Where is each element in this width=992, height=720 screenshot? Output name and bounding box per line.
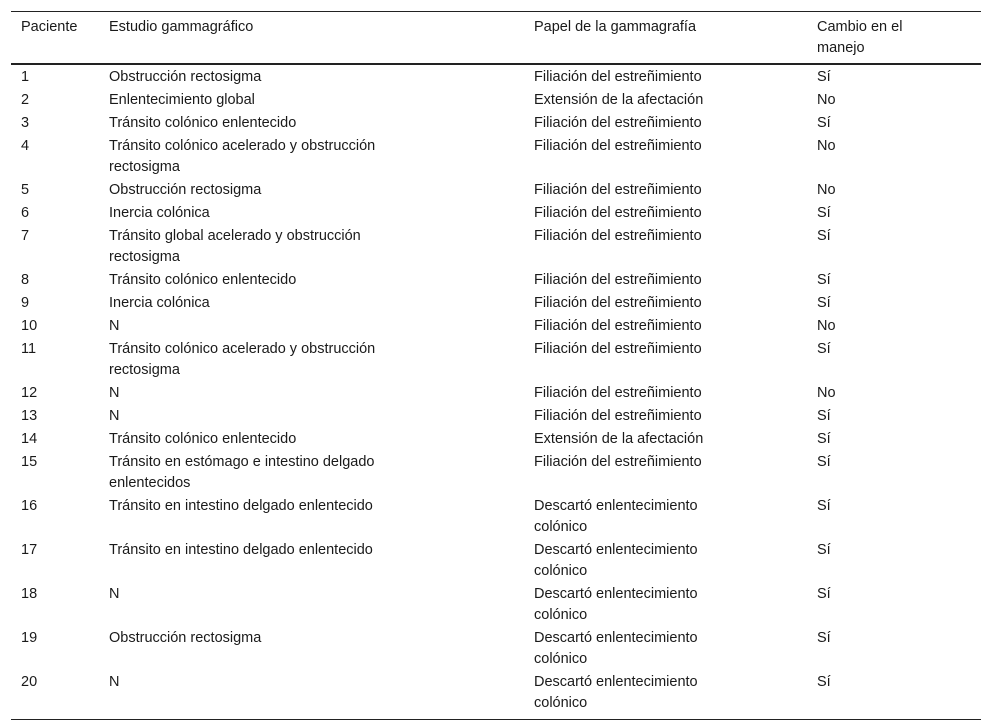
table-row [11, 226, 981, 270]
cell-patient: 10 [21, 318, 38, 334]
cell-study: Enlentecimiento global [109, 92, 255, 108]
table-row [11, 316, 981, 339]
cell-change: Sí [817, 295, 831, 311]
cell-change: No [817, 385, 836, 401]
cell-study: Tránsito en intestino delgado enlentecido [109, 498, 373, 514]
cell-change: Sí [817, 586, 831, 602]
table-row [11, 584, 981, 628]
cell-role: Filiación del estreñimiento [534, 182, 702, 198]
cell-study: Inercia colónica [109, 205, 210, 221]
table-row [11, 496, 981, 540]
cell-patient: 9 [21, 295, 30, 311]
cell-study: N [109, 385, 120, 401]
cell-study: Tránsito colónico enlentecido [109, 272, 297, 288]
cell-role: Descartó enlentecimiento colónico [534, 674, 698, 711]
cell-study: Obstrucción rectosigma [109, 182, 262, 198]
cell-study: Tránsito colónico acelerado y obstrucción rectosigma [109, 341, 376, 378]
cell-study: Tránsito colónico enlentecido [109, 115, 297, 131]
table-row [11, 540, 981, 584]
table-row [11, 452, 981, 496]
cell-role: Filiación del estreñimiento [534, 318, 702, 334]
cell-change: No [817, 318, 836, 334]
table-row [11, 64, 981, 90]
cell-patient: 4 [21, 138, 30, 154]
cell-patient: 17 [21, 542, 38, 558]
cell-patient: 14 [21, 431, 38, 447]
cell-patient: 18 [21, 586, 38, 602]
cell-change: Sí [817, 69, 831, 85]
cell-study: N [109, 408, 120, 424]
cell-change: Sí [817, 498, 831, 514]
cell-change: Sí [817, 674, 831, 690]
cell-role: Filiación del estreñimiento [534, 115, 702, 131]
table-row [11, 406, 981, 429]
cell-study: Obstrucción rectosigma [109, 630, 262, 646]
table-row [11, 90, 981, 113]
cell-role: Extensión de la afectación [534, 92, 704, 108]
cell-role: Filiación del estreñimiento [534, 272, 702, 288]
header-change: Cambio en el manejo [807, 12, 981, 64]
cell-role: Descartó enlentecimiento colónico [534, 542, 698, 579]
table-row [11, 113, 981, 136]
cell-role: Filiación del estreñimiento [534, 341, 702, 357]
table-row [11, 383, 981, 406]
table-row [11, 180, 981, 203]
cell-change: No [817, 92, 836, 108]
cell-study: Tránsito colónico acelerado y obstrucción rectosigma [109, 138, 376, 175]
cell-change: No [817, 138, 836, 154]
table-header [11, 12, 981, 64]
cell-study: N [109, 674, 120, 690]
cell-study: Inercia colónica [109, 295, 210, 311]
cell-patient: 3 [21, 115, 30, 131]
cell-role: Descartó enlentecimiento colónico [534, 630, 698, 667]
table-row [11, 429, 981, 452]
cell-study: Tránsito en estómago e intestino delgado enlentecidos [109, 454, 375, 491]
cell-change: Sí [817, 431, 831, 447]
cell-role: Filiación del estreñimiento [534, 138, 702, 154]
header-patient: Paciente [11, 12, 99, 64]
cell-role: Extensión de la afectación [534, 431, 704, 447]
cell-role: Filiación del estreñimiento [534, 295, 702, 311]
cell-patient: 6 [21, 205, 30, 221]
cell-patient: 15 [21, 454, 38, 470]
cell-study: Tránsito en intestino delgado enlentecido [109, 542, 373, 558]
results-table-container [11, 11, 981, 720]
cell-change: Sí [817, 205, 831, 221]
cell-change: Sí [817, 542, 831, 558]
cell-patient: 12 [21, 385, 38, 401]
cell-role: Filiación del estreñimiento [534, 228, 702, 244]
table-row [11, 339, 981, 383]
table-row [11, 203, 981, 226]
table-row [11, 628, 981, 672]
cell-patient: 19 [21, 630, 38, 646]
cell-patient: 7 [21, 228, 30, 244]
cell-role: Descartó enlentecimiento colónico [534, 498, 698, 535]
cell-study: Tránsito global acelerado y obstrucción rectosigma [109, 228, 361, 265]
table-row [11, 293, 981, 316]
header-role: Papel de la gammagrafía [524, 12, 807, 64]
cell-role: Filiación del estreñimiento [534, 385, 702, 401]
cell-role: Filiación del estreñimiento [534, 69, 702, 85]
cell-role: Filiación del estreñimiento [534, 205, 702, 221]
cell-change: No [817, 182, 836, 198]
table-row [11, 672, 981, 719]
cell-study: N [109, 318, 120, 334]
cell-study: Obstrucción rectosigma [109, 69, 262, 85]
results-table [11, 12, 981, 719]
cell-patient: 20 [21, 674, 38, 690]
cell-change: Sí [817, 272, 831, 288]
header-row [11, 12, 981, 64]
cell-study: N [109, 586, 120, 602]
cell-patient: 2 [21, 92, 30, 108]
cell-patient: 13 [21, 408, 38, 424]
cell-role: Filiación del estreñimiento [534, 408, 702, 424]
table-row [11, 136, 981, 180]
cell-patient: 5 [21, 182, 30, 198]
cell-patient: 16 [21, 498, 38, 514]
cell-change: Sí [817, 630, 831, 646]
table-body [11, 64, 981, 719]
cell-change: Sí [817, 408, 831, 424]
cell-change: Sí [817, 115, 831, 131]
cell-patient: 8 [21, 272, 30, 288]
cell-study: Tránsito colónico enlentecido [109, 431, 297, 447]
cell-role: Filiación del estreñimiento [534, 454, 702, 470]
header-study: Estudio gammagráfico [99, 12, 524, 64]
cell-change: Sí [817, 454, 831, 470]
cell-role: Descartó enlentecimiento colónico [534, 586, 698, 623]
cell-change: Sí [817, 228, 831, 244]
cell-patient: 11 [21, 341, 37, 357]
table-row [11, 270, 981, 293]
cell-patient: 1 [21, 69, 30, 85]
cell-change: Sí [817, 341, 831, 357]
